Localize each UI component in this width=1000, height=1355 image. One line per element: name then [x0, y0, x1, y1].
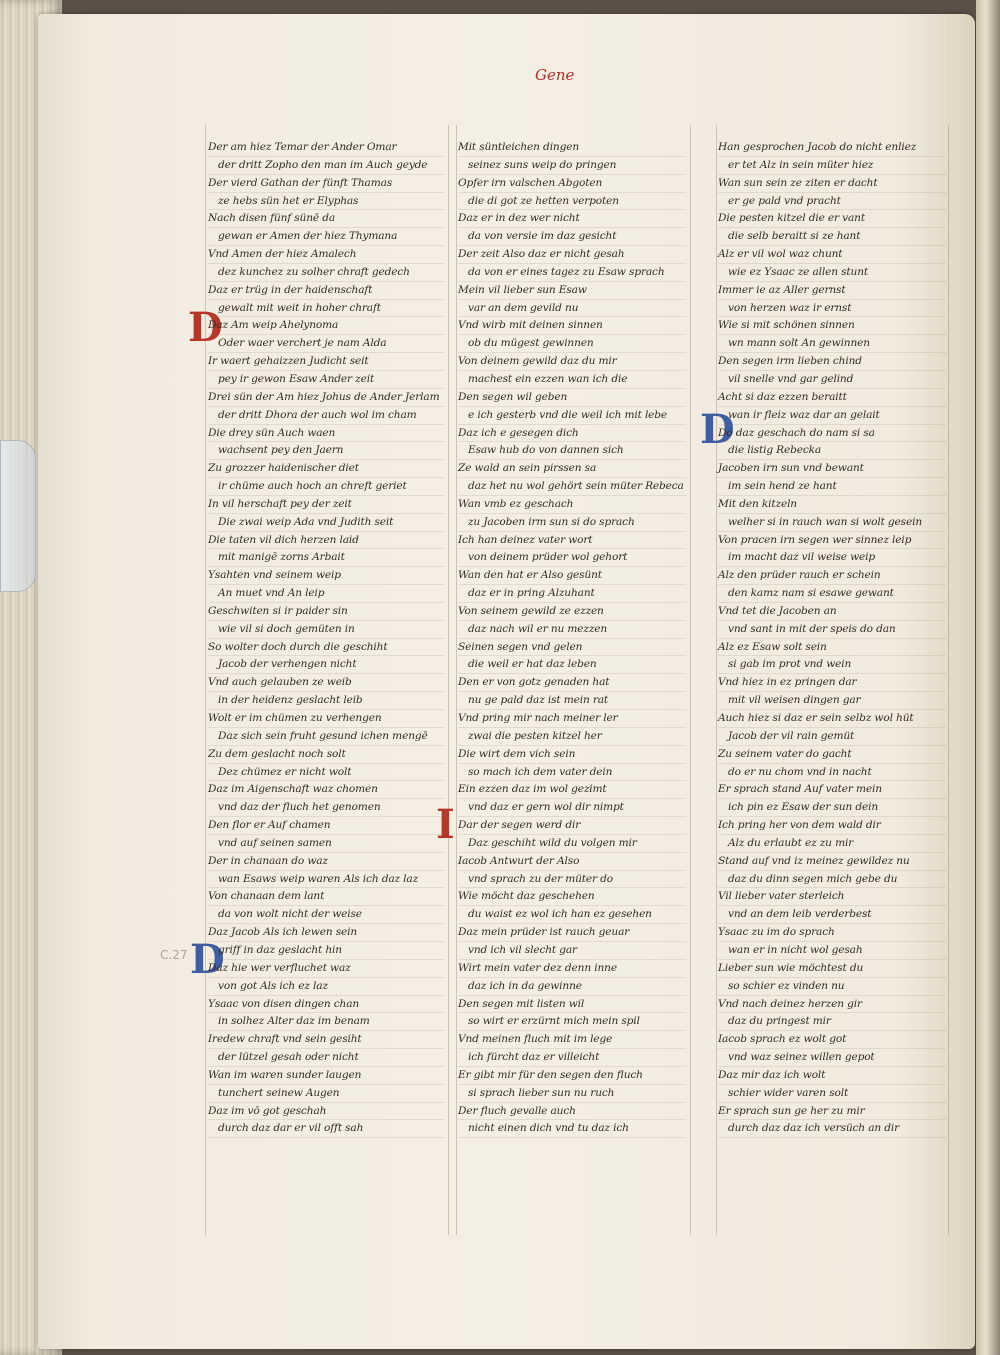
verse-line: Daz mir daz ich wolt	[718, 1067, 946, 1085]
verse-line: Ysahten vnd seinem weip	[208, 567, 444, 585]
verse-line: so wirt er erzürnt mich mein spil	[458, 1013, 686, 1031]
right-page-edge	[976, 0, 1000, 1355]
verse-line: Wie möcht daz geschehen	[458, 888, 686, 906]
verse-line: Daz im vō got geschah	[208, 1103, 444, 1121]
verse-line: Vnd Amen der hiez Amalech	[208, 246, 444, 264]
verse-line: Dar der segen werd dir	[458, 817, 686, 835]
verse-line: Alz den prüder rauch er schein	[718, 567, 946, 585]
verse-line: Iredew chraft vnd sein gesiht	[208, 1031, 444, 1049]
verse-line: Der am hiez Temar der Ander Omar	[208, 139, 444, 157]
verse-line: Ich pring her von dem wald dir	[718, 817, 946, 835]
verse-line: Daz geschiht wild du volgen mir	[458, 835, 686, 853]
verse-line: Die zwai weip Ada vnd Judith seit	[208, 514, 444, 532]
verse-line: Seinen segen vnd gelen	[458, 639, 686, 657]
verse-line: daz du dinn segen mich gebe du	[718, 871, 946, 889]
verse-line: durch daz daz ich versüch an dir	[718, 1120, 946, 1138]
ruling-line	[716, 125, 717, 1235]
verse-line: er ge pald vnd pracht	[718, 193, 946, 211]
verse-line: wie ez Ysaac ze allen stunt	[718, 264, 946, 282]
verse-line: Zu dem geslacht noch solt	[208, 746, 444, 764]
verse-line: vnd waz seinez willen gepot	[718, 1049, 946, 1067]
verse-line: Jacob der vil rain gemüt	[718, 728, 946, 746]
ruling-line	[205, 125, 206, 1235]
verse-line: welher si in rauch wan si wolt gesein	[718, 514, 946, 532]
verse-line: gewan er Amen der hiez Thymana	[208, 228, 444, 246]
verse-line: Der vierd Gathan der fünft Thamas	[208, 175, 444, 193]
initial-letter: I	[436, 801, 455, 848]
verse-line: Der zeit Also daz er nicht gesah	[458, 246, 686, 264]
verse-line: daz ich in da gewinne	[458, 978, 686, 996]
initial-letter: D	[700, 406, 735, 453]
verse-line: Opfer irn valschen Abgoten	[458, 175, 686, 193]
verse-line: Vnd tet die Jacoben an	[718, 603, 946, 621]
verse-line: var an dem gevild nu	[458, 300, 686, 318]
verse-line: Die pesten kitzel die er vant	[718, 210, 946, 228]
verse-line: Ir waert gehaizzen Judicht seit	[208, 353, 444, 371]
plastic-clip	[0, 440, 36, 592]
verse-line: Den flor er Auf chamen	[208, 817, 444, 835]
verse-line: wan Esaws weip waren Als ich daz laz	[208, 871, 444, 889]
verse-line: Acht si daz ezzen beraitt	[718, 389, 946, 407]
verse-line: wn mann solt An gewinnen	[718, 335, 946, 353]
running-header: Gene	[535, 66, 575, 84]
verse-line: Vil lieber vater sterleich	[718, 888, 946, 906]
verse-line: mit vil weisen dingen gar	[718, 692, 946, 710]
verse-line: vnd sant in mit der speis do dan	[718, 621, 946, 639]
verse-line: Daz Am weip Ahelynoma	[208, 317, 444, 335]
verse-line: Vnd auch gelauben ze weib	[208, 674, 444, 692]
verse-line: Jacoben irn sun vnd bewant	[718, 460, 946, 478]
verse-line: da von er eines tagez zu Esaw sprach	[458, 264, 686, 282]
verse-line: Der in chanaan do waz	[208, 853, 444, 871]
verse-line: vnd ich vil slecht gar	[458, 942, 686, 960]
verse-line: Do daz geschach do nam si sa	[718, 425, 946, 443]
verse-line: Daz er trüg in der haidenschaft	[208, 282, 444, 300]
verse-line: wan ir fleiz waz dar an gelait	[718, 407, 946, 425]
verse-line: vnd daz er gern wol dir nimpt	[458, 799, 686, 817]
verse-line: Zu grozzer haidenischer diet	[208, 460, 444, 478]
verse-line: Daz ich e gesegen dich	[458, 425, 686, 443]
initial-letter: D	[190, 936, 225, 983]
ruling-line	[948, 125, 949, 1235]
verse-line: daz het nu wol gehört sein müter Rebeca	[458, 478, 686, 496]
verse-line: Der fluch gevalle auch	[458, 1103, 686, 1121]
text-column-3	[718, 139, 946, 1138]
verse-line: Vnd nach deinez herzen gir	[718, 996, 946, 1014]
verse-line: Mit den kitzeln	[718, 496, 946, 514]
verse-line: pey ir gewon Esaw Ander zeit	[208, 371, 444, 389]
verse-line: Den segen wil geben	[458, 389, 686, 407]
verse-line: si gab im prot vnd wein	[718, 656, 946, 674]
initial-letter: D	[188, 304, 223, 351]
verse-line: vnd sprach zu der müter do	[458, 871, 686, 889]
verse-line: der dritt Dhora der auch wol im cham	[208, 407, 444, 425]
text-column-1	[208, 139, 444, 1138]
verse-line: Alz du erlaubt ez zu mir	[718, 835, 946, 853]
verse-line: daz er in pring Alzuhant	[458, 585, 686, 603]
verse-line: Die wirt dem vich sein	[458, 746, 686, 764]
verse-line: Er gibt mir für den segen den fluch	[458, 1067, 686, 1085]
verse-line: Den segen irm lieben chind	[718, 353, 946, 371]
verse-line: im macht daz vil weise weip	[718, 549, 946, 567]
verse-line: in der heidenz geslacht leib	[208, 692, 444, 710]
verse-line: nu ge pald daz ist mein rat	[458, 692, 686, 710]
verse-line: Zu seinem vater do gacht	[718, 746, 946, 764]
verse-line: den kamz nam si esawe gewant	[718, 585, 946, 603]
verse-line: daz du pringest mir	[718, 1013, 946, 1031]
verse-line: ob du mügest gewinnen	[458, 335, 686, 353]
verse-line: nicht einen dich vnd tu daz ich	[458, 1120, 686, 1138]
verse-line: daz nach wil er nu mezzen	[458, 621, 686, 639]
text-column-2	[458, 139, 686, 1138]
verse-line: Wan sun sein ze ziten er dacht	[718, 175, 946, 193]
verse-line: Vnd pring mir nach meiner ler	[458, 710, 686, 728]
verse-line: schier wider varen solt	[718, 1085, 946, 1103]
verse-line: Von pracen irn segen wer sinnez leip	[718, 532, 946, 550]
verse-line: Die drey sün Auch waen	[208, 425, 444, 443]
verse-line: zwai die pesten kitzel her	[458, 728, 686, 746]
verse-line: Daz hie wer verfluchet waz	[208, 960, 444, 978]
verse-line: Iacob Antwurt der Also	[458, 853, 686, 871]
verse-line: von deinem prüder wol gehort	[458, 549, 686, 567]
ruling-line	[456, 125, 457, 1235]
verse-line: wachsent pey den Jaern	[208, 442, 444, 460]
verse-line: so mach ich dem vater dein	[458, 764, 686, 782]
verse-line: Daz sich sein fruht gesund ichen mengē	[208, 728, 444, 746]
verse-line: An muet vnd An leip	[208, 585, 444, 603]
verse-line: seinez suns weip do pringen	[458, 157, 686, 175]
verse-line: Ein ezzen daz im wol gezimt	[458, 781, 686, 799]
verse-line: da von wolt nicht der weise	[208, 906, 444, 924]
verse-line: Daz mein prüder ist rauch geuar	[458, 924, 686, 942]
verse-line: da von versie im daz gesicht	[458, 228, 686, 246]
verse-line: der lützel gesah oder nicht	[208, 1049, 444, 1067]
verse-line: vnd an dem leib verderbest	[718, 906, 946, 924]
verse-line: Drei sün der Am hiez Johus de Ander Jerlam	[208, 389, 444, 407]
verse-line: Wan im waren sunder laugen	[208, 1067, 444, 1085]
verse-line: Wirt mein vater dez denn inne	[458, 960, 686, 978]
verse-line: Von chanaan dem lant	[208, 888, 444, 906]
verse-line: er tet Alz in sein müter hiez	[718, 157, 946, 175]
verse-line: Mein vil lieber sun Esaw	[458, 282, 686, 300]
verse-line: Stand auf vnd iz meinez gewildez nu	[718, 853, 946, 871]
verse-line: im sein hend ze hant	[718, 478, 946, 496]
verse-line: Jacob der verhengen nicht	[208, 656, 444, 674]
verse-line: Daz Jacob Als ich lewen sein	[208, 924, 444, 942]
verse-line: Ysaac von disen dingen chan	[208, 996, 444, 1014]
verse-line: Immer ie az Aller gernst	[718, 282, 946, 300]
verse-line: Daz er in dez wer nicht	[458, 210, 686, 228]
verse-line: do er nu chom vnd in nacht	[718, 764, 946, 782]
verse-line: Oder waer verchert je nam Alda	[208, 335, 444, 353]
verse-line: Iacob sprach ez wolt got	[718, 1031, 946, 1049]
verse-line: Ich han deinez vater wort	[458, 532, 686, 550]
verse-line: Dez chümez er nicht wolt	[208, 764, 444, 782]
verse-line: Daz im Aigenschaft waz chomen	[208, 781, 444, 799]
verse-line: Wolt er im chümen zu verhengen	[208, 710, 444, 728]
verse-line: tunchert seinew Augen	[208, 1085, 444, 1103]
verse-line: So wolter doch durch die geschiht	[208, 639, 444, 657]
verse-line: die di got ze hetten verpoten	[458, 193, 686, 211]
verse-line: Auch hiez si daz er sein selbz wol hüt	[718, 710, 946, 728]
verse-line: die weil er hat daz leben	[458, 656, 686, 674]
verse-line: Nach disen fünf sünē da	[208, 210, 444, 228]
verse-line: Wan vmb ez geschach	[458, 496, 686, 514]
verse-line: ich pin ez Esaw der sun dein	[718, 799, 946, 817]
verse-line: In vil herschaft pey der zeit	[208, 496, 444, 514]
verse-line: Er sprach stand Auf vater mein	[718, 781, 946, 799]
verse-line: du waist ez wol ich han ez gesehen	[458, 906, 686, 924]
verse-line: griff in daz geslacht hin	[208, 942, 444, 960]
verse-line: Vnd meinen fluch mit im lege	[458, 1031, 686, 1049]
verse-line: von got Als ich ez laz	[208, 978, 444, 996]
verse-line: Den er von gotz genaden hat	[458, 674, 686, 692]
verse-line: vnd daz der fluch het genomen	[208, 799, 444, 817]
verse-line: Wie si mit schönen sinnen	[718, 317, 946, 335]
verse-line: Von seinem gewild ze ezzen	[458, 603, 686, 621]
verse-line: Ysaac zu im do sprach	[718, 924, 946, 942]
verse-line: Ze wald an sein pirssen sa	[458, 460, 686, 478]
verse-line: ze hebs sün het er Elyphas	[208, 193, 444, 211]
verse-line: Mit süntleichen dingen	[458, 139, 686, 157]
verse-line: gewalt mit weit in hoher chraft	[208, 300, 444, 318]
verse-line: Den segen mit listen wil	[458, 996, 686, 1014]
verse-line: ir chüme auch hoch an chreft geriet	[208, 478, 444, 496]
ruling-line	[448, 125, 449, 1235]
verse-line: e ich gesterb vnd die weil ich mit lebe	[458, 407, 686, 425]
verse-line: Wan den hat er Also gesünt	[458, 567, 686, 585]
verse-line: Alz er vil wol waz chunt	[718, 246, 946, 264]
verse-line: die selb beraitt si ze hant	[718, 228, 946, 246]
verse-line: Han gesprochen Jacob do nicht enliez	[718, 139, 946, 157]
verse-line: dez kunchez zu solher chraft gedech	[208, 264, 444, 282]
verse-line: wie vil si doch gemüten in	[208, 621, 444, 639]
verse-line: durch daz dar er vil offt sah	[208, 1120, 444, 1138]
margin-note: C.27	[160, 948, 188, 962]
verse-line: die listig Rebecka	[718, 442, 946, 460]
verse-line: in solhez Alter daz im benam	[208, 1013, 444, 1031]
verse-line: Von deinem gewild daz du mir	[458, 353, 686, 371]
verse-line: Vnd hiez in ez pringen dar	[718, 674, 946, 692]
verse-line: Lieber sun wie möchtest du	[718, 960, 946, 978]
verse-line: Vnd wirb mit deinen sinnen	[458, 317, 686, 335]
verse-line: Er sprach sun ge her zu mir	[718, 1103, 946, 1121]
verse-line: ich fürcht daz er villeicht	[458, 1049, 686, 1067]
verse-line: machest ein ezzen wan ich die	[458, 371, 686, 389]
verse-line: Alz ez Esaw solt sein	[718, 639, 946, 657]
verse-line: mit manigē zorns Arbait	[208, 549, 444, 567]
verse-line: vil snelle vnd gar gelind	[718, 371, 946, 389]
verse-line: si sprach lieber sun nu ruch	[458, 1085, 686, 1103]
verse-line: Geschwiten si ir paider sin	[208, 603, 444, 621]
verse-line: wan er in nicht wol gesah	[718, 942, 946, 960]
verse-line: so schier ez vinden nu	[718, 978, 946, 996]
verse-line: zu Jacoben irm sun si do sprach	[458, 514, 686, 532]
verse-line: vnd auf seinen samen	[208, 835, 444, 853]
verse-line: der dritt Zopho den man im Auch geyde	[208, 157, 444, 175]
verse-line: Die taten vil dich herzen laid	[208, 532, 444, 550]
ruling-line	[690, 125, 691, 1235]
verse-line: von herzen waz ir ernst	[718, 300, 946, 318]
verse-line: Esaw hub do von dannen sich	[458, 442, 686, 460]
